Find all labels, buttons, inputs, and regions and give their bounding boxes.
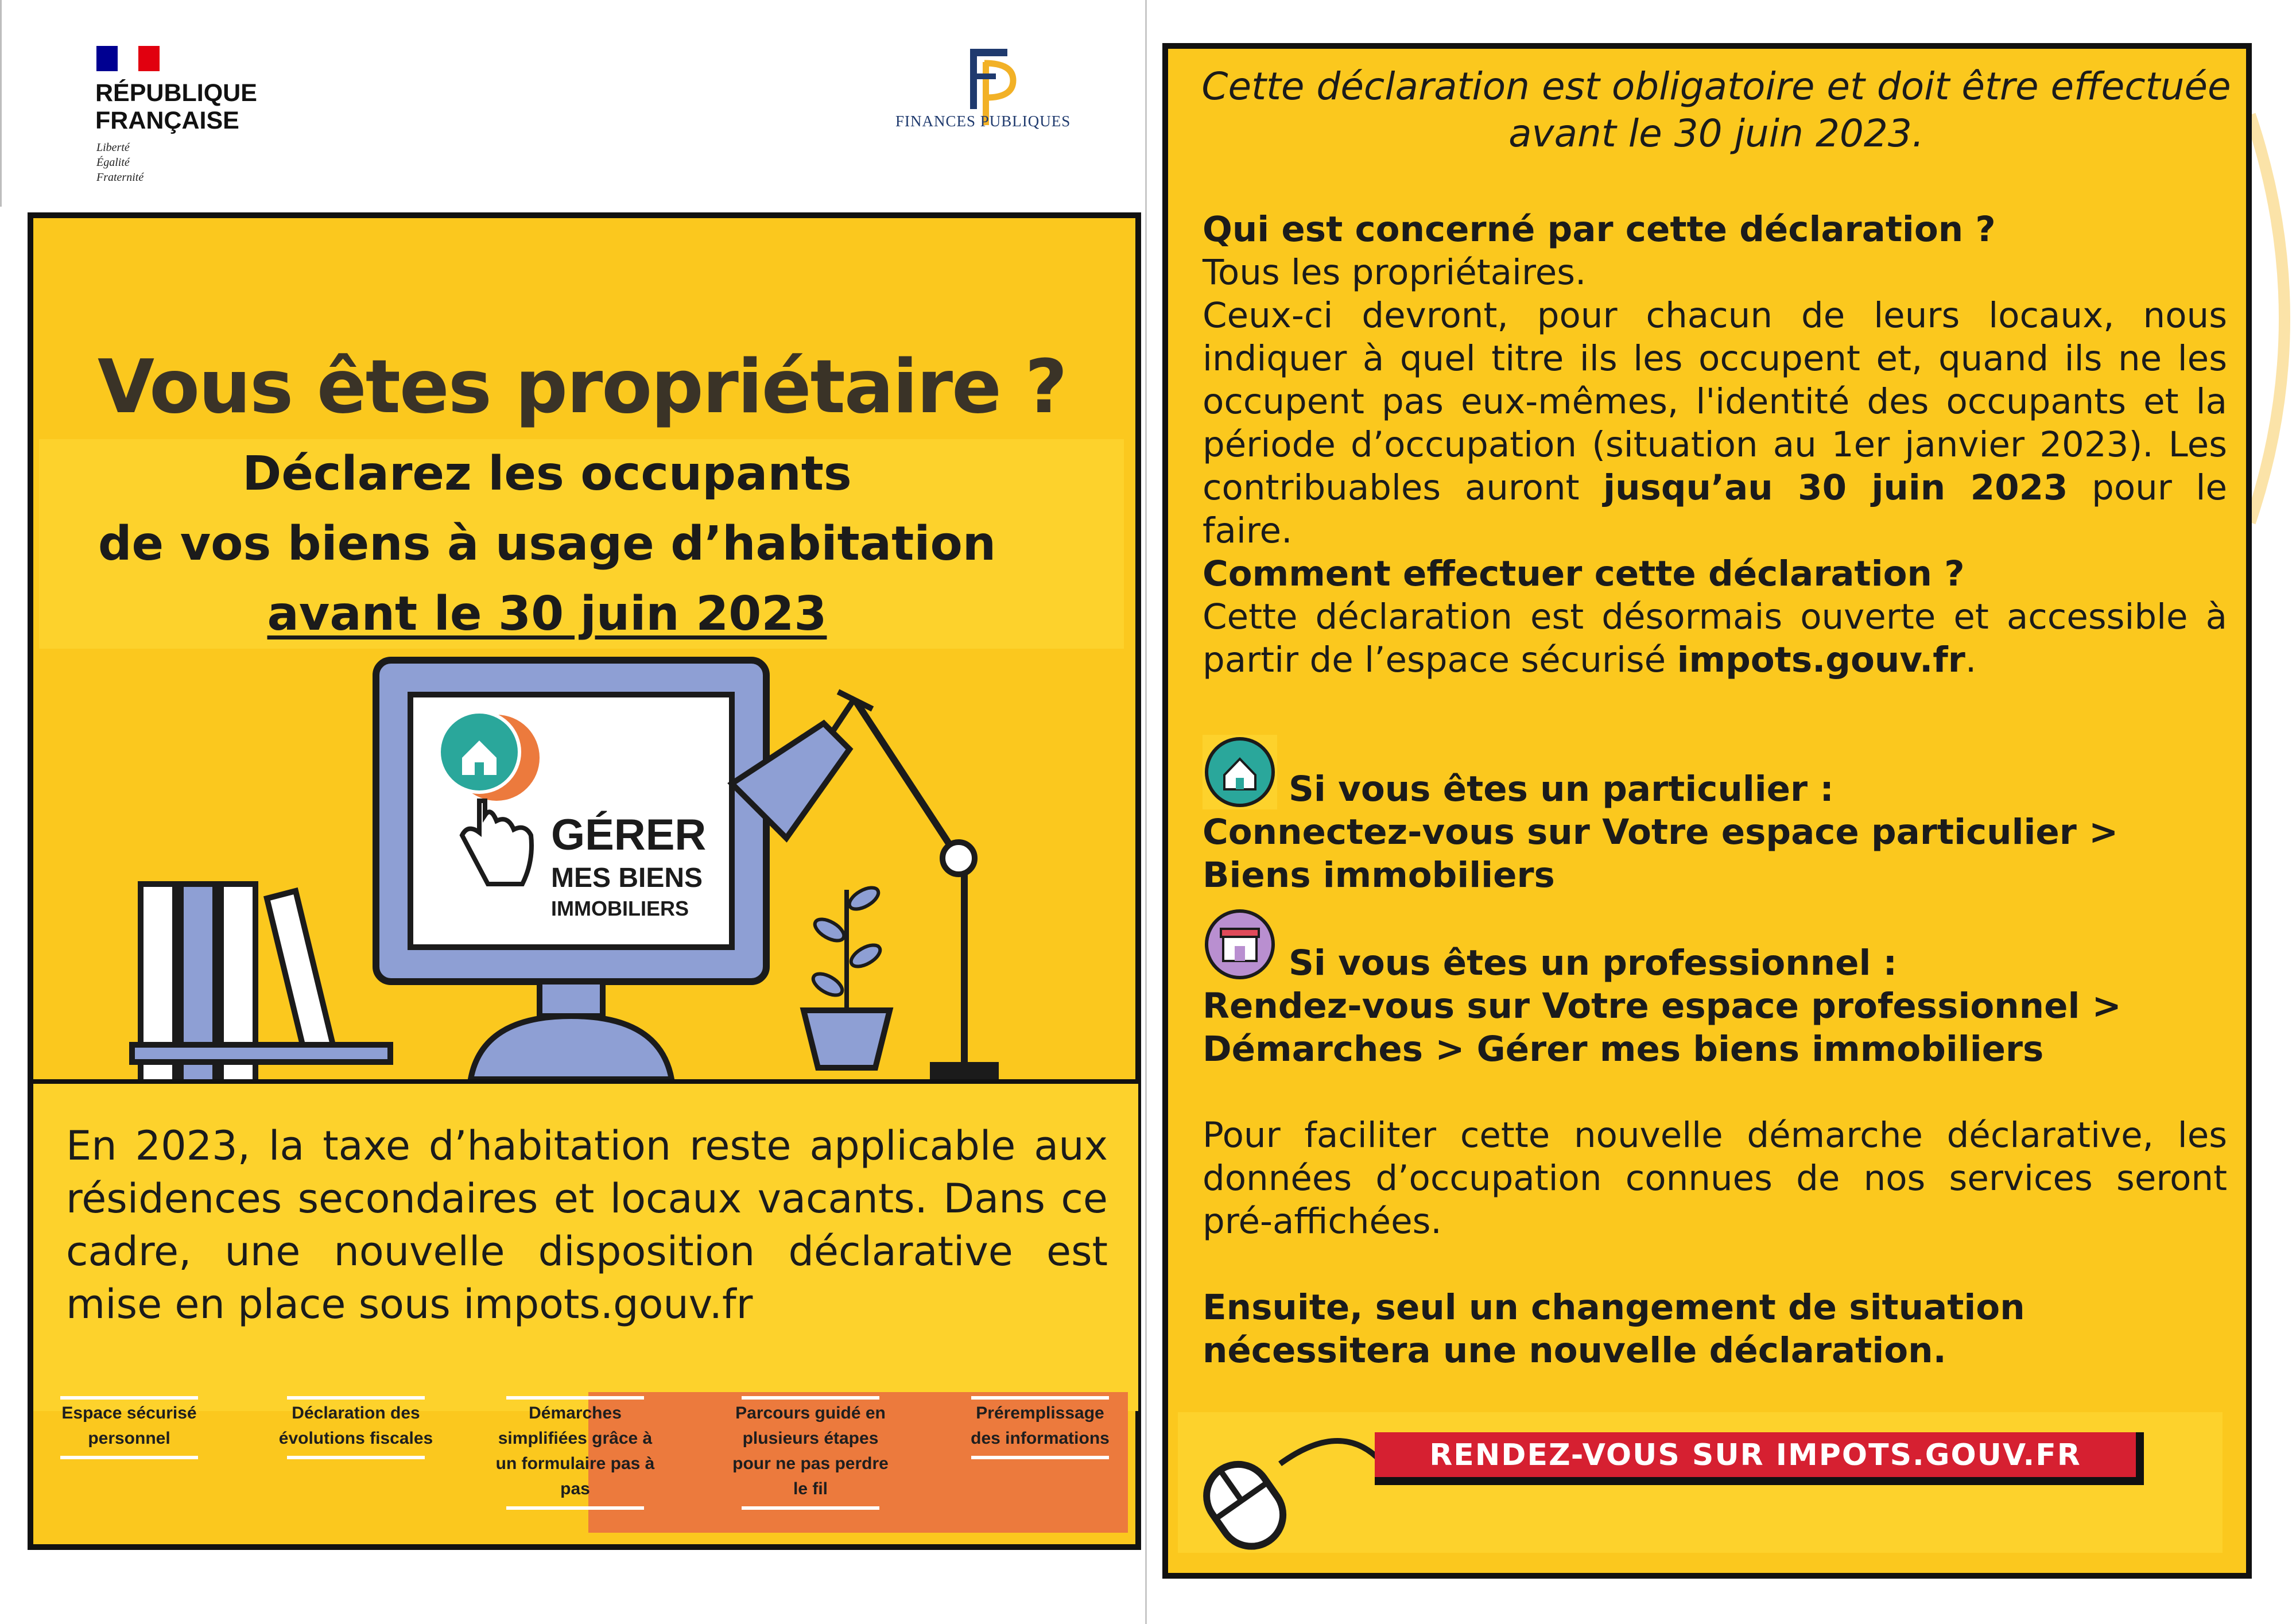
q2-body-part1: Cette déclaration est désormais ouverte et accessible à partir de l’espace sécurisé bbox=[1203, 596, 2227, 680]
particulier-heading: Si vous êtes un particulier : bbox=[1289, 769, 1834, 809]
subtitle-date bbox=[5, 587, 1089, 641]
page-edge-left bbox=[0, 0, 2, 207]
feature-preremplissage: Préremplissage des informations bbox=[960, 1401, 1120, 1451]
republique-line1: RÉPUBLIQUE bbox=[95, 79, 257, 107]
screen-line3: IMMOBILIERS bbox=[551, 897, 689, 920]
q2-body bbox=[1203, 595, 2227, 681]
poster-title: Vous êtes propriétaire ? bbox=[98, 344, 1066, 430]
republique-motto bbox=[96, 140, 144, 185]
republique-line2: FRANÇAISE bbox=[95, 107, 239, 134]
q1-body-part2: pour le faire. bbox=[1203, 467, 2228, 551]
subtitle-date-text: avant le 30 juin 2023 bbox=[267, 587, 827, 641]
q1-body-deadline: jusqu’au 30 juin 2023 bbox=[1603, 467, 2068, 508]
motto-liberte: Liberté bbox=[96, 141, 130, 154]
body-text: En 2023, la taxe d’habitation reste applicable aux résidences secondaires et locaux vacants. Dans ce cadre, une nouvelle disposition déclarative est mise en place sous impots.gouv.fr bbox=[66, 1122, 1108, 1328]
q2-body-site: impots.gouv.fr bbox=[1677, 639, 1965, 680]
motto-fraternite: Fraternité bbox=[96, 171, 144, 184]
feature-espace-securise: Espace sécurisé personnel bbox=[49, 1401, 210, 1451]
particulier-house-icon bbox=[1203, 735, 1277, 809]
mandatory-notice: Cette déclaration est obligatoire et doit être effectuée avant le 30 juin 2023. bbox=[1201, 64, 2231, 156]
screen-title: GÉRER bbox=[551, 811, 707, 859]
books-icon bbox=[132, 884, 390, 1079]
professionnel-heading: Si vous êtes un professionnel : bbox=[1289, 943, 1898, 983]
q2-body-part2: . bbox=[1965, 639, 1977, 680]
desk-illustration bbox=[46, 643, 1137, 1079]
republique-francaise-logo bbox=[95, 79, 257, 134]
final-note: Ensuite, seul un changement de situation nécessitera une nouvelle déclaration. bbox=[1203, 1287, 2025, 1371]
screen-line2: MES BIENS bbox=[551, 863, 703, 893]
particulier-path: Connectez-vous sur Votre espace particulier > Biens immobiliers bbox=[1203, 812, 2119, 896]
q1-heading: Qui est concerné par cette déclaration ? bbox=[1203, 209, 1996, 250]
feature-declaration-evolutions: Déclaration des évolutions fiscales bbox=[276, 1401, 436, 1451]
q1-line1: Tous les propriétaires. bbox=[1203, 252, 1587, 293]
q2-heading: Comment effectuer cette déclaration ? bbox=[1203, 553, 1965, 594]
subtitle-line2: de vos biens à usage d’habitation bbox=[98, 517, 996, 571]
feature-demarches-simplifiees: Démarches simplifiées grâce à un formulaire pas à pas bbox=[495, 1401, 656, 1502]
subtitle-line1: Déclarez les occupants bbox=[242, 447, 852, 501]
professionnel-path: Rendez-vous sur Votre espace professionnel > Démarches > Gérer mes biens immobiliers bbox=[1203, 986, 2122, 1069]
page-divider bbox=[1145, 0, 1147, 1624]
prefill-text: Pour faciliter cette nouvelle démarche déclarative, les données d’occupation connues de nos services seront pré-affichées. bbox=[1203, 1115, 2227, 1242]
feature-parcours-guide: Parcours guidé en plusieurs étapes pour ne pas perdre le fil bbox=[730, 1401, 891, 1502]
professionnel-shop-icon bbox=[1203, 907, 1277, 982]
q1-body bbox=[1203, 294, 2227, 552]
plant-icon bbox=[804, 883, 890, 1068]
finances-publiques-label: FINANCES PUBLIQUES bbox=[895, 113, 1071, 130]
impots-gouv-link-button[interactable]: RENDEZ-VOUS SUR IMPOTS.GOUV.FR bbox=[1375, 1432, 2144, 1485]
motto-egalite: Égalité bbox=[96, 156, 130, 169]
q1-body-part1: Ceux-ci devront, pour chacun de leurs locaux, nous indiquer à quel titre ils les occupent et, quand ils ne les occupent pas eux-mêmes, l'identité des occupants et la période d’occupation (situation au 1er janvier 2023). Les contribuables auront bbox=[1203, 295, 2227, 508]
french-flag-icon bbox=[96, 46, 160, 71]
